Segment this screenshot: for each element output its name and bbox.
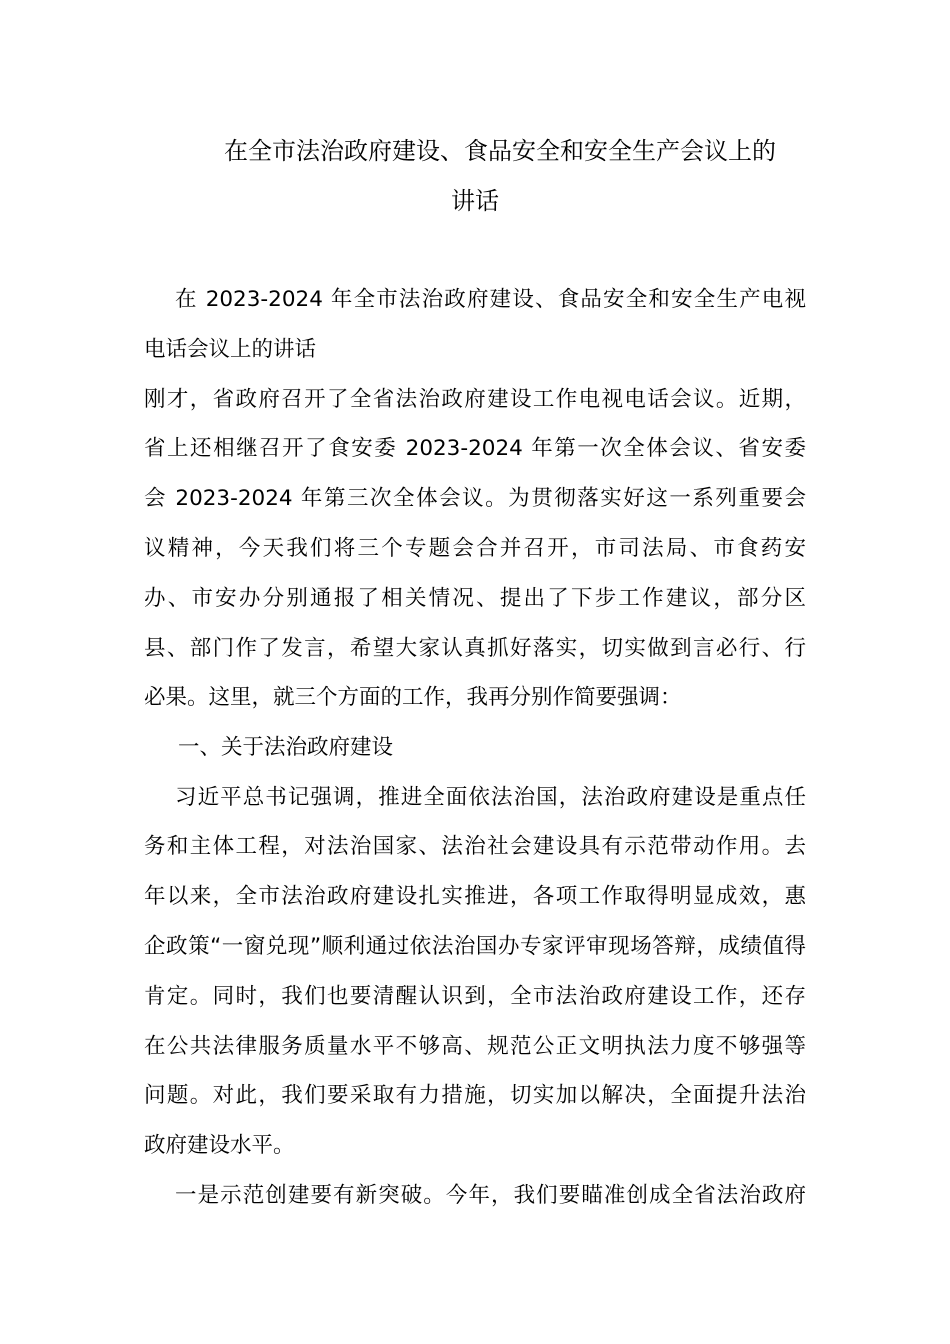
paragraph-line: 议精神，今天我们将三个专题会合并召开，市司法局、市食药安 [144, 536, 806, 561]
paragraph-line: 必果。这里，就三个方面的工作，我再分别作简要强调： [144, 685, 682, 710]
paragraph-line: 企政策“一窗兑现”顺利通过依法治国办专家评审现场答辩，成绩值得 [144, 934, 806, 959]
paragraph-line: 政府建设水平。 [144, 1133, 295, 1158]
document-title-line-2: 讲话 [451, 187, 499, 215]
paragraph-line: 省上还相继召开了食安委 2023-2024 年第一次全体会议、省安委 [144, 436, 806, 461]
section-heading: 一、关于法治政府建设 [178, 735, 394, 760]
paragraph-line: 县、部门作了发言，希望大家认真抓好落实，切实做到言必行、行 [144, 636, 806, 661]
paragraph-line: 在公共法律服务质量水平不够高、规范公正文明执法力度不够强等 [144, 1034, 806, 1059]
paragraph-line: 在 2023-2024 年全市法治政府建设、食品安全和安全生产电视 [175, 287, 806, 312]
paragraph-line: 务和主体工程，对法治国家、法治社会建设具有示范带动作用。去 [144, 834, 806, 859]
paragraph-line: 年以来，全市法治政府建设扎实推进，各项工作取得明显成效，惠 [144, 884, 806, 909]
paragraph-line: 电话会议上的讲话 [144, 337, 317, 362]
paragraph-line: 刚才，省政府召开了全省法治政府建设工作电视电话会议。近期， [144, 387, 806, 412]
paragraph-line: 问题。对此，我们要采取有力措施，切实加以解决，全面提升法治 [144, 1083, 806, 1108]
paragraph-line: 会 2023-2024 年第三次全体会议。为贯彻落实好这一系列重要会 [144, 486, 806, 511]
paragraph-line: 办、市安办分别通报了相关情况、提出了下步工作建议，部分区 [144, 586, 806, 611]
paragraph-line: 肯定。同时，我们也要清醒认识到，全市法治政府建设工作，还存 [144, 984, 806, 1009]
paragraph-line: 一是示范创建要有新突破。今年，我们要瞄准创成全省法治政府 [175, 1183, 806, 1208]
document-title-line-1: 在全市法治政府建设、食品安全和安全生产会议上的 [224, 137, 776, 165]
paragraph-line: 习近平总书记强调，推进全面依法治国，法治政府建设是重点任 [175, 785, 806, 810]
